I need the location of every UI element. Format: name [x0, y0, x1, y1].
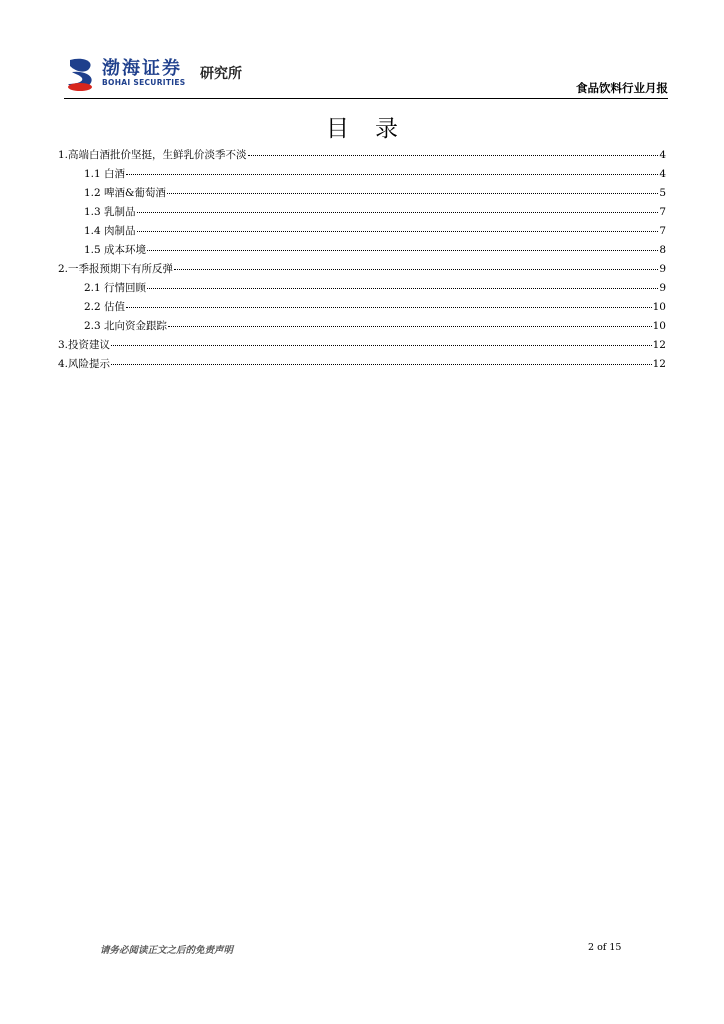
- toc-dot-leader: [137, 212, 659, 213]
- toc-entry-page: 12: [652, 339, 666, 351]
- toc-dot-leader: [147, 250, 658, 251]
- toc-entry[interactable]: [58, 280, 666, 299]
- toc-entry-label: 1.5 成本环境: [84, 244, 147, 256]
- table-of-contents: [58, 147, 666, 375]
- toc-entry-label: 1.4 肉制品: [84, 225, 136, 237]
- toc-entry[interactable]: [58, 299, 666, 318]
- toc-entry-page: 9: [659, 263, 666, 275]
- toc-dot-leader: [147, 288, 658, 289]
- toc-entry-label: 4.风险提示: [58, 358, 111, 370]
- toc-dot-leader: [111, 364, 652, 365]
- toc-entry-label: 1.3 乳制品: [84, 206, 136, 218]
- toc-entry[interactable]: [58, 356, 666, 375]
- toc-entry-page: 9: [659, 282, 666, 294]
- toc-entry[interactable]: [58, 337, 666, 356]
- toc-entry-label: 1.高端白酒批价坚挺，生鲜乳价淡季不淡: [58, 149, 247, 161]
- footer-disclaimer: 请务必阅读正文之后的免责声明: [100, 945, 234, 956]
- toc-entry-label: 2.2 估值: [84, 301, 126, 313]
- toc-entry-page: 4: [659, 168, 666, 180]
- toc-entry-label: 2.一季报预期下有所反弹: [58, 263, 174, 275]
- toc-entry[interactable]: [58, 261, 666, 280]
- bohai-logo-icon: [66, 56, 98, 92]
- toc-dot-leader: [111, 345, 652, 346]
- toc-entry[interactable]: [58, 166, 666, 185]
- toc-entry[interactable]: [58, 147, 666, 166]
- header-divider: [64, 98, 668, 99]
- toc-dot-leader: [126, 174, 658, 175]
- toc-dot-leader: [174, 269, 658, 270]
- report-type: 食品饮料行业月报: [576, 81, 668, 95]
- toc-dot-leader: [248, 155, 659, 156]
- toc-dot-leader: [167, 193, 658, 194]
- toc-entry-page: 5: [659, 187, 666, 199]
- toc-entry-page: 7: [659, 206, 666, 218]
- toc-entry-label: 3.投资建议: [58, 339, 111, 351]
- toc-title: 目录: [326, 116, 424, 142]
- toc-entry-page: 10: [652, 320, 666, 332]
- page-header: [64, 52, 668, 98]
- footer-page-number: 2 of 15: [588, 942, 622, 953]
- toc-entry-label: 1.1 白酒: [84, 168, 126, 180]
- institute-label: 研究所: [200, 66, 242, 82]
- toc-dot-leader: [168, 326, 652, 327]
- toc-entry-label: 2.1 行情回顾: [84, 282, 147, 294]
- toc-dot-leader: [126, 307, 652, 308]
- toc-entry-page: 8: [659, 244, 666, 256]
- toc-entry[interactable]: [58, 242, 666, 261]
- toc-entry[interactable]: [58, 223, 666, 242]
- logo-english-name: BOHAI SECURITIES: [102, 78, 186, 87]
- toc-entry-page: 4: [659, 149, 666, 161]
- toc-entry[interactable]: [58, 204, 666, 223]
- logo-chinese-name: 渤海证券: [102, 58, 182, 79]
- toc-entry-page: 7: [659, 225, 666, 237]
- toc-entry-label: 2.3 北向资金跟踪: [84, 320, 168, 332]
- toc-entry[interactable]: [58, 185, 666, 204]
- toc-dot-leader: [137, 231, 659, 232]
- toc-entry-page: 12: [652, 358, 666, 370]
- toc-entry-page: 10: [652, 301, 666, 313]
- toc-entry-label: 1.2 啤酒&葡萄酒: [84, 187, 166, 199]
- toc-entry[interactable]: [58, 318, 666, 337]
